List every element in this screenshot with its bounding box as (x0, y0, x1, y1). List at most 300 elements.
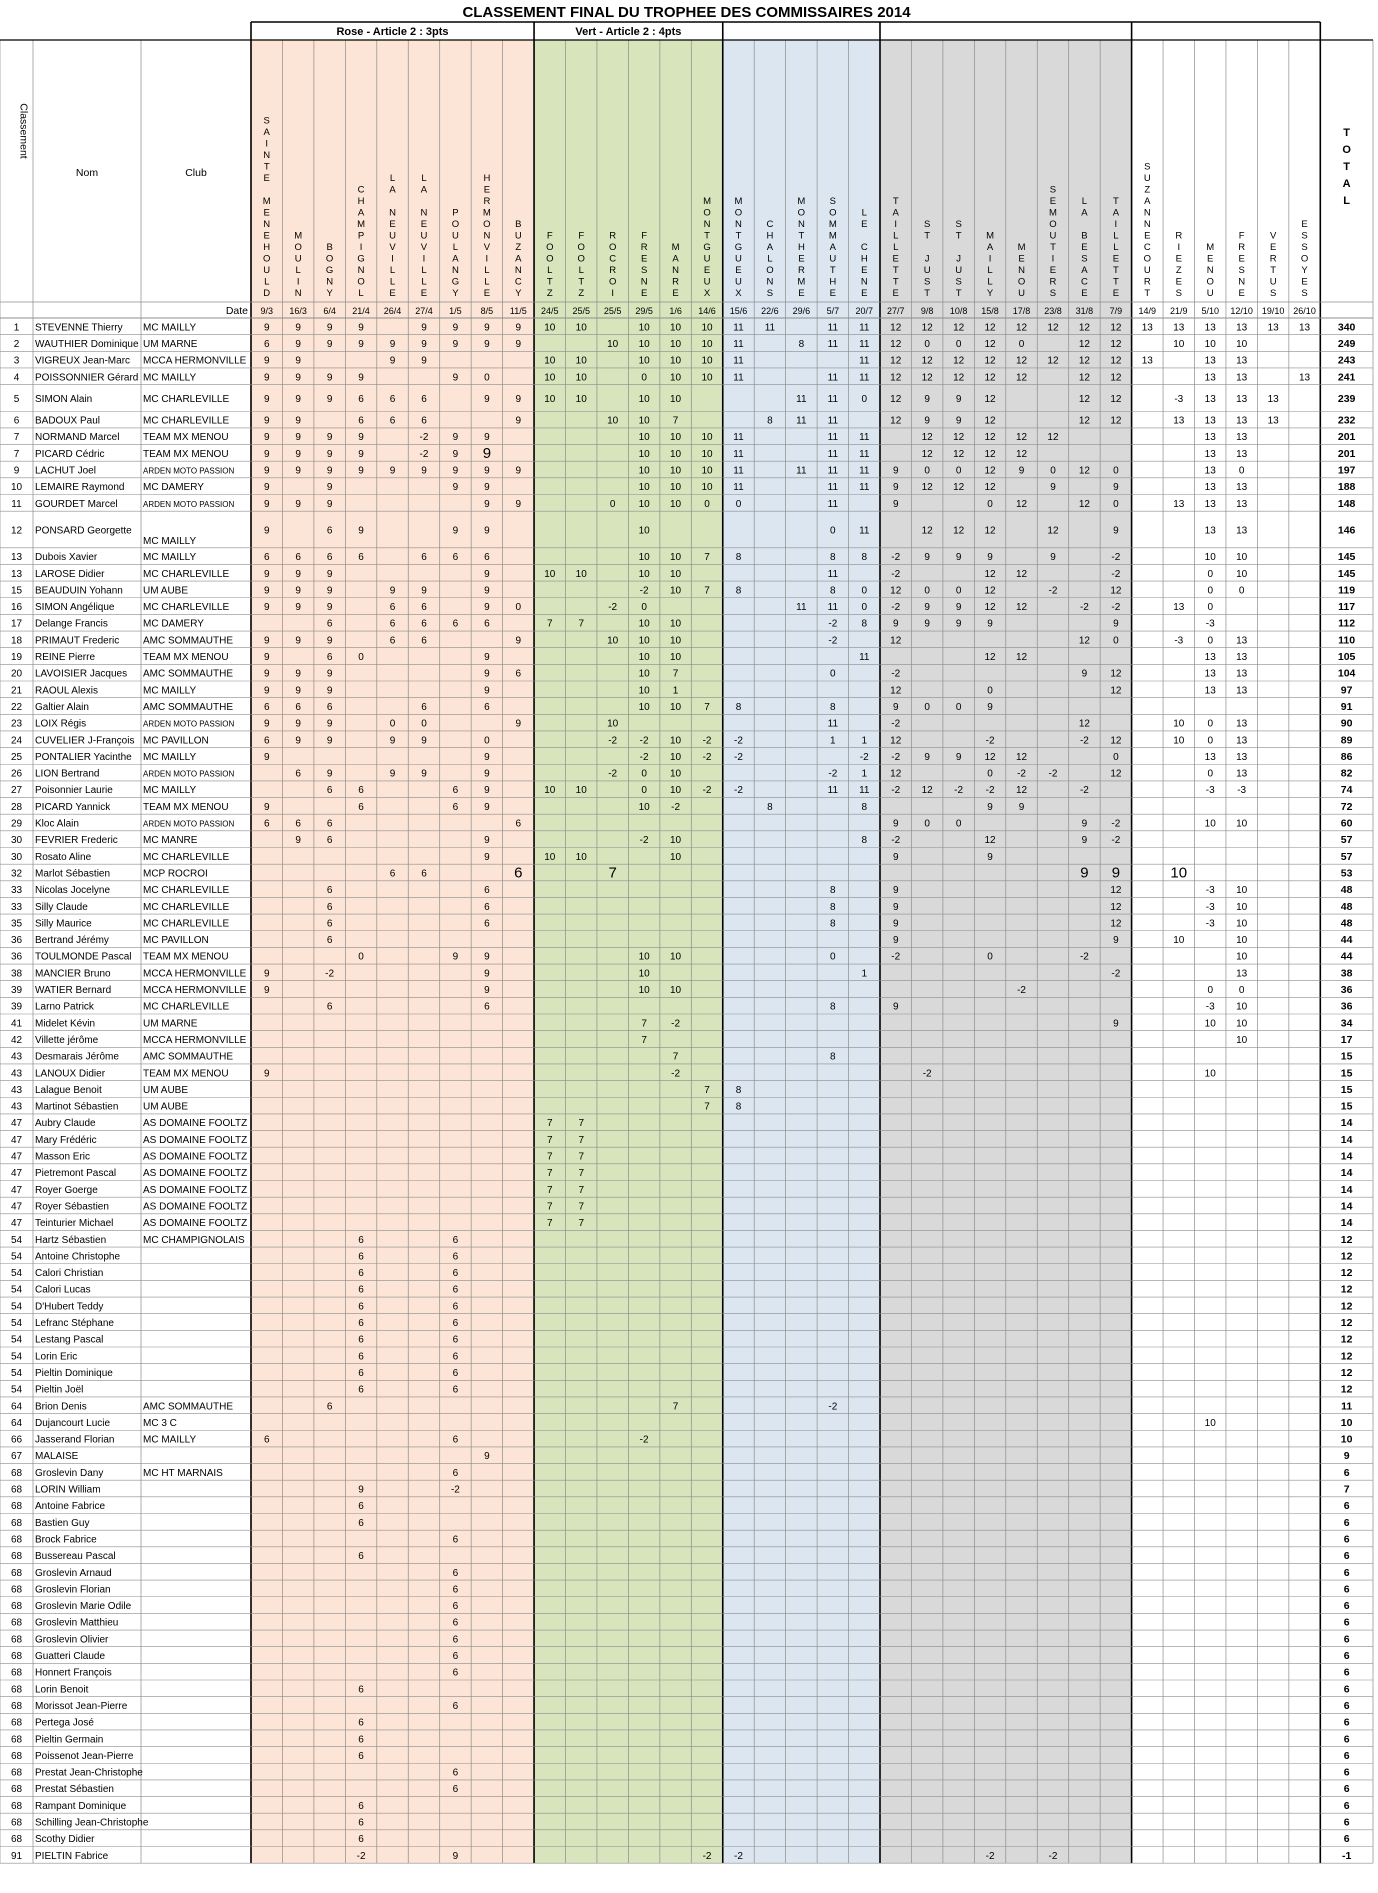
rank-cell: 23 (10, 718, 23, 730)
name-cell: Jasserand Florian (35, 1434, 115, 1446)
score-cell: 12 (1078, 465, 1090, 477)
name-cell: Dujancourt Lucie (35, 1417, 111, 1429)
score-cell: 9 (326, 448, 333, 460)
score-cell: 8 (735, 585, 742, 597)
score-cell: 13 (1204, 415, 1216, 427)
score-cell: 7 (578, 618, 585, 630)
score-cell: 12 (921, 482, 933, 494)
club-cell: MC MAILLY (143, 1434, 197, 1446)
score-cell: 0 (358, 951, 364, 963)
name-cell: LAROSE Didier (35, 568, 105, 580)
name-cell: Schilling Jean-Christophe (35, 1817, 149, 1829)
club-cell: MC HT MARNAIS (143, 1467, 223, 1479)
score-cell: 8 (735, 552, 742, 564)
club-cell: MC CHARLEVILLE (143, 851, 230, 863)
club-cell: ARDEN MOTO PASSION (143, 499, 235, 509)
score-cell: -2 (639, 735, 649, 747)
club-cell: AS DOMAINE FOOLTZ (143, 1118, 248, 1130)
score-cell: 6 (389, 635, 396, 647)
score-cell: 9 (484, 322, 490, 334)
score-cell: 10 (670, 482, 682, 494)
score-cell: 6 (484, 618, 490, 630)
score-cell: -2 (702, 785, 712, 797)
score-cell: 10 (575, 568, 587, 580)
score-cell: -2 (891, 552, 901, 564)
club-cell: MC CHARLEVILLE (143, 568, 230, 580)
score-cell: -2 (639, 751, 649, 763)
rank-cell: 18 (10, 635, 23, 647)
score-cell: 10 (575, 785, 587, 797)
score-cell: -3 (1205, 1001, 1215, 1013)
score-cell: 0 (641, 785, 647, 797)
score-cell: 6 (452, 1617, 459, 1629)
score-cell: 10 (575, 851, 587, 863)
score-cell: 9 (484, 835, 490, 847)
score-cell: 9 (955, 552, 962, 564)
total-cell: 12 (1340, 1317, 1353, 1330)
score-cell: 6 (358, 1334, 364, 1346)
total-cell: 6 (1343, 1500, 1350, 1513)
score-cell: 12 (890, 338, 902, 350)
score-cell: 9 (326, 393, 333, 405)
total-cell: 119 (1338, 584, 1356, 597)
event-name-20: T A I L L E T T E (892, 196, 899, 299)
event-date-11: 25/5 (603, 306, 622, 316)
score-cell: -2 (356, 1850, 366, 1862)
score-cell: 13 (1236, 322, 1248, 334)
score-cell: 11 (796, 465, 807, 477)
score-cell: 12 (921, 322, 933, 334)
rank-cell: 32 (10, 868, 23, 880)
event-name-3: C H A M P I G N O L (357, 184, 366, 299)
score-cell: 10 (670, 465, 682, 477)
rank-cell: 54 (10, 1384, 23, 1396)
total-cell: 6 (1343, 1466, 1350, 1479)
event-date-2: 6/4 (323, 306, 336, 316)
score-cell: 10 (670, 951, 682, 963)
score-cell: 12 (984, 372, 996, 384)
total-cell: 6 (1343, 1633, 1350, 1646)
club-cell: MCCA HERMONVILLE (143, 355, 247, 367)
score-cell: 12 (1078, 372, 1090, 384)
score-cell: -3 (1205, 918, 1215, 930)
score-cell: 12 (1015, 785, 1028, 797)
score-cell: 0 (389, 718, 396, 730)
name-cell: Lorin Eric (35, 1351, 78, 1363)
score-cell: 13 (1236, 372, 1248, 384)
score-cell: 9 (484, 985, 490, 997)
score-cell: 9 (987, 552, 993, 564)
name-cell: Hartz Sébastien (35, 1234, 107, 1246)
score-cell: -2 (419, 432, 429, 444)
name-cell: MANCIER Bruno (35, 968, 111, 980)
score-cell: 1 (672, 685, 679, 697)
score-cell: 0 (641, 602, 647, 614)
group-header-row (336, 26, 681, 38)
club-cell: MC MAILLY (143, 322, 197, 334)
score-cell: 12 (1078, 635, 1090, 647)
score-cell: 6 (326, 901, 333, 913)
score-cell: -2 (671, 1068, 681, 1080)
score-cell: 9 (452, 525, 459, 537)
rank-cell: 20 (10, 668, 23, 680)
score-cell: 6 (389, 602, 396, 614)
score-cell: 7 (578, 1151, 585, 1163)
total-cell: 57 (1340, 850, 1353, 863)
score-cell: 9 (1111, 864, 1121, 882)
score-cell: 12 (1047, 322, 1059, 334)
score-cell: 12 (984, 432, 996, 444)
event-date-8: 11/5 (509, 306, 527, 316)
score-cell: 9 (263, 448, 270, 460)
score-cell: 12 (890, 768, 902, 780)
rank-cell: 47 (10, 1201, 23, 1213)
score-cell: 10 (575, 372, 587, 384)
event-date-3: 21/4 (352, 306, 370, 316)
score-cell: 13 (1236, 525, 1248, 537)
score-cell: 9 (295, 432, 301, 444)
name-cell: Bertrand Jérémy (35, 935, 109, 947)
score-cell: 10 (701, 372, 713, 384)
score-cell: 10 (638, 448, 650, 460)
score-cell: 8 (861, 618, 868, 630)
score-cell: 10 (670, 552, 682, 564)
score-cell: 6 (358, 393, 364, 405)
score-cell: 9 (263, 322, 270, 334)
rank-cell: 67 (10, 1451, 23, 1463)
event-name-0: S A I N T E M E N E H O U L D (262, 115, 271, 299)
rank-cell: 68 (10, 1784, 23, 1796)
score-cell: 7 (641, 1034, 647, 1046)
score-cell: 7 (704, 1101, 710, 1113)
event-date-30: 5/10 (1201, 306, 1219, 316)
total-cell: 12 (1340, 1350, 1353, 1363)
score-cell: 11 (796, 415, 807, 427)
name-cell: D'Hubert Teddy (35, 1301, 104, 1313)
rank-cell: 4 (13, 372, 20, 384)
score-cell: 9 (421, 322, 427, 334)
score-cell: 9 (326, 668, 333, 680)
score-cell: 6 (452, 1434, 459, 1446)
club-cell: TEAM MX MENOU (143, 432, 229, 444)
rank-cell: 36 (10, 935, 23, 947)
total-cell: 6 (1343, 1683, 1350, 1696)
score-cell: 6 (452, 1467, 459, 1479)
score-cell: 12 (984, 525, 996, 537)
score-cell: -2 (828, 618, 838, 630)
club-cell: AS DOMAINE FOOLTZ (143, 1201, 248, 1213)
name-cell: Teinturier Michael (35, 1218, 114, 1230)
score-cell: 10 (670, 585, 682, 597)
total-cell: 188 (1337, 481, 1356, 494)
total-cell: 12 (1340, 1233, 1353, 1246)
score-cell: -2 (1079, 602, 1089, 614)
score-cell: 10 (1204, 338, 1216, 350)
total-cell: 249 (1337, 337, 1356, 350)
rank-cell: 68 (10, 1750, 23, 1762)
score-cell: 12 (890, 685, 902, 697)
score-cell: 11 (827, 415, 839, 427)
score-cell: 11 (733, 355, 744, 367)
score-cell: 9 (326, 585, 333, 597)
total-cell: 60 (1340, 817, 1353, 830)
score-cell: 13 (1204, 751, 1216, 763)
rank-cell: 54 (10, 1301, 23, 1313)
score-cell: 13 (1204, 465, 1216, 477)
score-cell: 12 (1110, 668, 1122, 680)
score-cell: 10 (607, 635, 619, 647)
total-cell: 12 (1340, 1250, 1353, 1263)
event-name-18: S O M M A U T H E (828, 196, 837, 299)
score-cell: 6 (326, 652, 333, 664)
rank-cell: 30 (10, 851, 23, 863)
event-name-33: E S S O Y E S (1300, 219, 1309, 299)
score-cell: -2 (419, 448, 429, 460)
score-cell: 10 (670, 635, 682, 647)
score-cell: 10 (1204, 1068, 1216, 1080)
total-cell: 89 (1340, 734, 1353, 747)
score-cell: 9 (484, 338, 490, 350)
score-cell: 9 (1050, 482, 1056, 494)
event-date-4: 26/4 (383, 306, 402, 316)
score-cell: 9 (358, 322, 364, 334)
club-cell: MC CHARLEVILLE (143, 602, 230, 614)
score-cell: 10 (670, 652, 682, 664)
name-cell: PONSARD Georgette (35, 525, 132, 537)
total-cell: 15 (1340, 1083, 1353, 1096)
score-cell: 8 (830, 585, 836, 597)
score-cell: 9 (515, 465, 522, 477)
score-cell: 10 (638, 465, 650, 477)
score-cell: 10 (607, 338, 619, 350)
score-cell: 10 (1236, 935, 1248, 947)
score-cell: -3 (1237, 785, 1247, 797)
score-cell: 10 (670, 393, 682, 405)
score-cell: 9 (484, 525, 490, 537)
total-cell: 12 (1340, 1383, 1353, 1396)
score-cell: 10 (575, 355, 587, 367)
score-cell: 12 (1015, 432, 1028, 444)
event-name-26: L A B E S A C E (1080, 196, 1088, 299)
event-date-16: 22/6 (761, 306, 779, 316)
score-cell: 0 (987, 685, 993, 697)
score-cell: 13 (1236, 432, 1248, 444)
name-cell: RAOUL Alexis (35, 685, 98, 697)
score-cell: 12 (890, 322, 902, 334)
score-cell: 7 (546, 1168, 553, 1180)
score-cell: 12 (1110, 768, 1122, 780)
score-cell: 12 (1110, 685, 1122, 697)
score-cell: 9 (452, 372, 459, 384)
score-cell: 10 (1236, 1034, 1248, 1046)
total-cell: 145 (1337, 551, 1356, 564)
score-cell: 12 (984, 835, 996, 847)
name-cell: Brion Denis (35, 1401, 87, 1413)
score-cell: 0 (861, 393, 868, 405)
name-cell: Lorin Benoit (35, 1684, 89, 1696)
score-cell: 7 (546, 618, 553, 630)
score-cell: 12 (1078, 322, 1090, 334)
score-cell: 10 (544, 568, 556, 580)
score-cell: 9 (452, 322, 459, 334)
rank-cell: 68 (10, 1601, 23, 1613)
score-cell: 0 (704, 498, 710, 510)
name-cell: Royer Goerge (35, 1184, 98, 1196)
score-cell: 12 (1110, 735, 1122, 747)
rank-cell: 15 (10, 585, 23, 597)
score-cell: 0 (1207, 768, 1214, 780)
score-cell: 12 (984, 568, 996, 580)
score-cell: 10 (1236, 901, 1248, 913)
score-cell: 9 (452, 432, 459, 444)
score-cell: 9 (892, 901, 899, 913)
score-cell: -2 (859, 751, 869, 763)
score-cell: 11 (859, 482, 870, 494)
rank-cell: 47 (10, 1134, 23, 1146)
event-date-23: 15/8 (981, 306, 999, 316)
score-cell: 10 (1236, 918, 1248, 930)
score-cell: -2 (702, 735, 712, 747)
score-cell: 6 (358, 785, 364, 797)
rank-cell: 68 (10, 1584, 23, 1596)
club-cell: MCCA HERMONVILLE (143, 985, 247, 997)
score-cell: 13 (1173, 602, 1185, 614)
score-cell: 13 (1236, 968, 1248, 980)
score-cell: 9 (263, 1068, 270, 1080)
score-cell: 12 (984, 338, 996, 350)
name-cell: Groslevin Olivier (35, 1634, 109, 1646)
event-date-26: 31/8 (1075, 306, 1094, 316)
score-cell: 13 (1204, 448, 1216, 460)
score-cell: 11 (827, 498, 839, 510)
score-cell: 0 (987, 951, 993, 963)
score-cell: 8 (830, 918, 836, 930)
score-cell: 10 (1204, 818, 1216, 830)
score-cell: 0 (1238, 585, 1245, 597)
score-cell: 9 (326, 602, 333, 614)
score-cell: 12 (1110, 322, 1122, 334)
rank-cell: 68 (10, 1567, 23, 1579)
score-cell: 0 (515, 602, 522, 614)
score-cell: 10 (607, 415, 619, 427)
total-cell: 57 (1340, 834, 1353, 847)
score-cell: 10 (1204, 552, 1216, 564)
score-cell: 9 (326, 498, 333, 510)
score-cell: 11 (733, 322, 744, 334)
score-cell: 11 (827, 448, 839, 460)
total-cell: 86 (1340, 750, 1353, 763)
score-cell: 12 (1015, 322, 1028, 334)
score-cell: 12 (1078, 415, 1090, 427)
score-cell: 10 (670, 735, 682, 747)
score-cell: 10 (670, 768, 682, 780)
score-cell: 9 (263, 602, 270, 614)
score-cell: 13 (1267, 393, 1279, 405)
score-cell: 9 (389, 735, 396, 747)
event-date-24: 17/8 (1012, 306, 1031, 316)
score-cell: -2 (891, 835, 901, 847)
score-cell: 11 (733, 338, 744, 350)
rank-cell: 17 (10, 618, 23, 630)
name-cell: Galtier Alain (35, 701, 89, 713)
score-cell: 0 (735, 498, 742, 510)
rank-cell: 33 (10, 885, 23, 897)
score-cell: 13 (1236, 448, 1248, 460)
score-cell: 9 (987, 701, 993, 713)
club-cell: MC 3 C (143, 1417, 177, 1429)
score-cell: 13 (1236, 751, 1248, 763)
rank-cell: 26 (10, 768, 23, 780)
rank-cell: 91 (10, 1850, 23, 1862)
score-cell: 7 (546, 1184, 553, 1196)
score-cell: 9 (295, 498, 301, 510)
score-cell: 9 (421, 338, 427, 350)
rank-cell: 43 (10, 1051, 23, 1063)
score-cell: 12 (890, 735, 902, 747)
rank-cell: 68 (10, 1484, 23, 1496)
score-cell: 10 (670, 568, 682, 580)
score-cell: 12 (953, 448, 965, 460)
total-cell: 6 (1343, 1533, 1350, 1546)
event-date-17: 29/6 (792, 306, 811, 316)
event-date-6: 1/5 (449, 306, 462, 316)
score-cell: 9 (987, 851, 993, 863)
score-cell: 10 (670, 338, 682, 350)
score-cell: 0 (924, 465, 930, 477)
score-cell: 9 (295, 835, 301, 847)
score-cell: 12 (890, 355, 902, 367)
total-cell: 340 (1337, 321, 1356, 334)
score-cell: -2 (1079, 735, 1089, 747)
rank-cell: 42 (10, 1034, 23, 1046)
event-name-14: M O N T G U E U X (703, 196, 711, 299)
score-cell: 8 (861, 552, 868, 564)
score-cell: -2 (702, 1850, 712, 1862)
header-name: Nom (75, 167, 99, 179)
rank-cell: 47 (10, 1184, 23, 1196)
name-cell: Prestat Jean-Christophe (35, 1767, 143, 1779)
score-cell: 13 (1236, 652, 1248, 664)
score-cell: 9 (389, 465, 396, 477)
name-cell: LOIX Régis (35, 718, 87, 730)
score-cell: 7 (546, 1134, 553, 1146)
score-cell: 6 (452, 1584, 459, 1596)
total-cell: 6 (1343, 1616, 1350, 1629)
total-cell: 6 (1343, 1666, 1350, 1679)
name-cell: Masson Eric (35, 1151, 91, 1163)
score-cell: 9 (295, 735, 301, 747)
score-cell: 8 (830, 701, 836, 713)
score-cell: 12 (1015, 602, 1028, 614)
score-cell: 9 (515, 635, 522, 647)
rank-cell: 41 (10, 1018, 23, 1030)
score-cell: -2 (1017, 985, 1026, 997)
score-cell: 9 (484, 768, 490, 780)
score-cell: 10 (1204, 1018, 1216, 1030)
score-cell: 9 (295, 635, 301, 647)
total-cell: 36 (1340, 984, 1353, 997)
rank-cell: 68 (10, 1734, 23, 1746)
score-cell: 9 (955, 602, 962, 614)
score-cell: 12 (1110, 338, 1122, 350)
total-cell: 90 (1340, 717, 1353, 730)
score-cell: 12 (1110, 372, 1122, 384)
name-cell: POISSONNIER Gérard (35, 372, 139, 384)
score-cell: 10 (670, 785, 682, 797)
rank-cell: 19 (10, 652, 23, 664)
score-cell: 10 (638, 685, 650, 697)
score-cell: 6 (484, 918, 490, 930)
